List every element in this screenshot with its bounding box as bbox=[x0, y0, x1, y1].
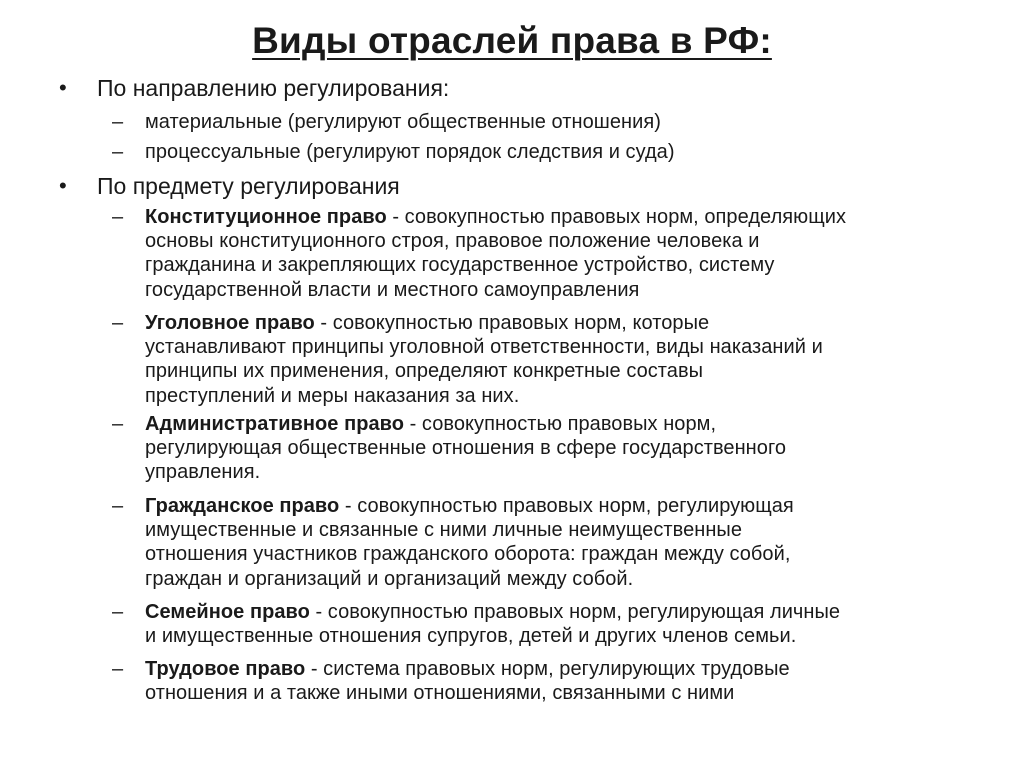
list-item-line: принципы их применения, определяют конкретные составы bbox=[145, 360, 704, 383]
list-item-line: отношения участников гражданского оборота: граждан между собой, bbox=[145, 543, 791, 566]
list-item-civil-law bbox=[145, 494, 975, 591]
list-item-line: граждан и организаций и организаций между собой. bbox=[145, 567, 634, 590]
bullet-icon: • bbox=[59, 173, 67, 198]
list-item-constitutional-law bbox=[145, 205, 975, 302]
dash-icon: – bbox=[112, 601, 124, 623]
definition-text: - совокупностью правовых норм, определяющих bbox=[386, 206, 846, 228]
law-term: Уголовное право bbox=[145, 312, 315, 334]
list-item-line: регулирующая общественные отношения в сфере государственного bbox=[145, 437, 787, 460]
dash-icon: – bbox=[112, 206, 124, 228]
definition-text: - совокупностью правовых норм, регулирующая личные bbox=[309, 601, 841, 623]
list-item-text: материальные (регулируют общественные отношения) bbox=[145, 111, 661, 133]
bullet-icon: • bbox=[59, 75, 67, 100]
list-item-text: процессуальные (регулируют порядок следствия и суда) bbox=[145, 141, 675, 163]
list-item-line bbox=[145, 494, 975, 518]
list-item-line: отношения и а также иными отношениями, связанными с ними bbox=[145, 682, 735, 705]
definition-text: - совокупностью правовых норм, которые bbox=[314, 312, 710, 334]
slide-title: Виды отраслей права в РФ: bbox=[252, 20, 772, 61]
list-item-procedural bbox=[145, 140, 975, 164]
definition-text: - совокупностью правовых норм, bbox=[404, 413, 717, 435]
list-item-line bbox=[145, 205, 975, 229]
section-heading-subject: По предмету регулирования bbox=[97, 173, 400, 199]
list-item-line bbox=[145, 600, 975, 624]
list-item-line: преступлений и меры наказания за них. bbox=[145, 384, 520, 407]
dash-icon: – bbox=[112, 312, 124, 334]
law-term: Конституционное право bbox=[145, 206, 387, 228]
law-term: Трудовое право bbox=[145, 658, 306, 680]
list-item-line: управления. bbox=[145, 461, 261, 484]
law-term: Гражданское право bbox=[145, 495, 340, 517]
list-item-line bbox=[145, 412, 975, 436]
dash-icon: – bbox=[112, 413, 124, 435]
list-item-line: имущественные и связанные с ними личные неимущественные bbox=[145, 519, 743, 542]
dash-icon: – bbox=[112, 658, 124, 680]
list-item-line bbox=[145, 311, 975, 335]
law-term: Семейное право bbox=[145, 601, 310, 623]
list-item-labor-law bbox=[145, 657, 975, 705]
list-item-line: основы конституционного строя, правовое положение человека и bbox=[145, 230, 760, 253]
definition-text: - совокупностью правовых норм, регулирующая bbox=[339, 495, 794, 517]
list-item-line bbox=[145, 657, 975, 681]
list-item-administrative-law bbox=[145, 412, 975, 485]
law-term: Административное право bbox=[145, 413, 404, 435]
list-item-family-law bbox=[145, 600, 975, 648]
dash-icon: – bbox=[112, 141, 124, 163]
section-heading-direction: По направлению регулирования: bbox=[97, 75, 450, 101]
list-item-line: устанавливают принципы уголовной ответственности, виды наказаний и bbox=[145, 336, 823, 359]
definition-text: - система правовых норм, регулирующих трудовые bbox=[305, 658, 790, 680]
list-item-criminal-law bbox=[145, 311, 975, 408]
list-item-line: и имущественные отношения супругов, детей и других членов семьи. bbox=[145, 625, 797, 648]
list-item-material bbox=[145, 110, 975, 134]
dash-icon: – bbox=[112, 111, 124, 133]
dash-icon: – bbox=[112, 495, 124, 517]
list-item-line: государственной власти и местного самоуправления bbox=[145, 278, 640, 301]
list-item-line: гражданина и закрепляющих государственное устройство, систему bbox=[145, 254, 775, 277]
